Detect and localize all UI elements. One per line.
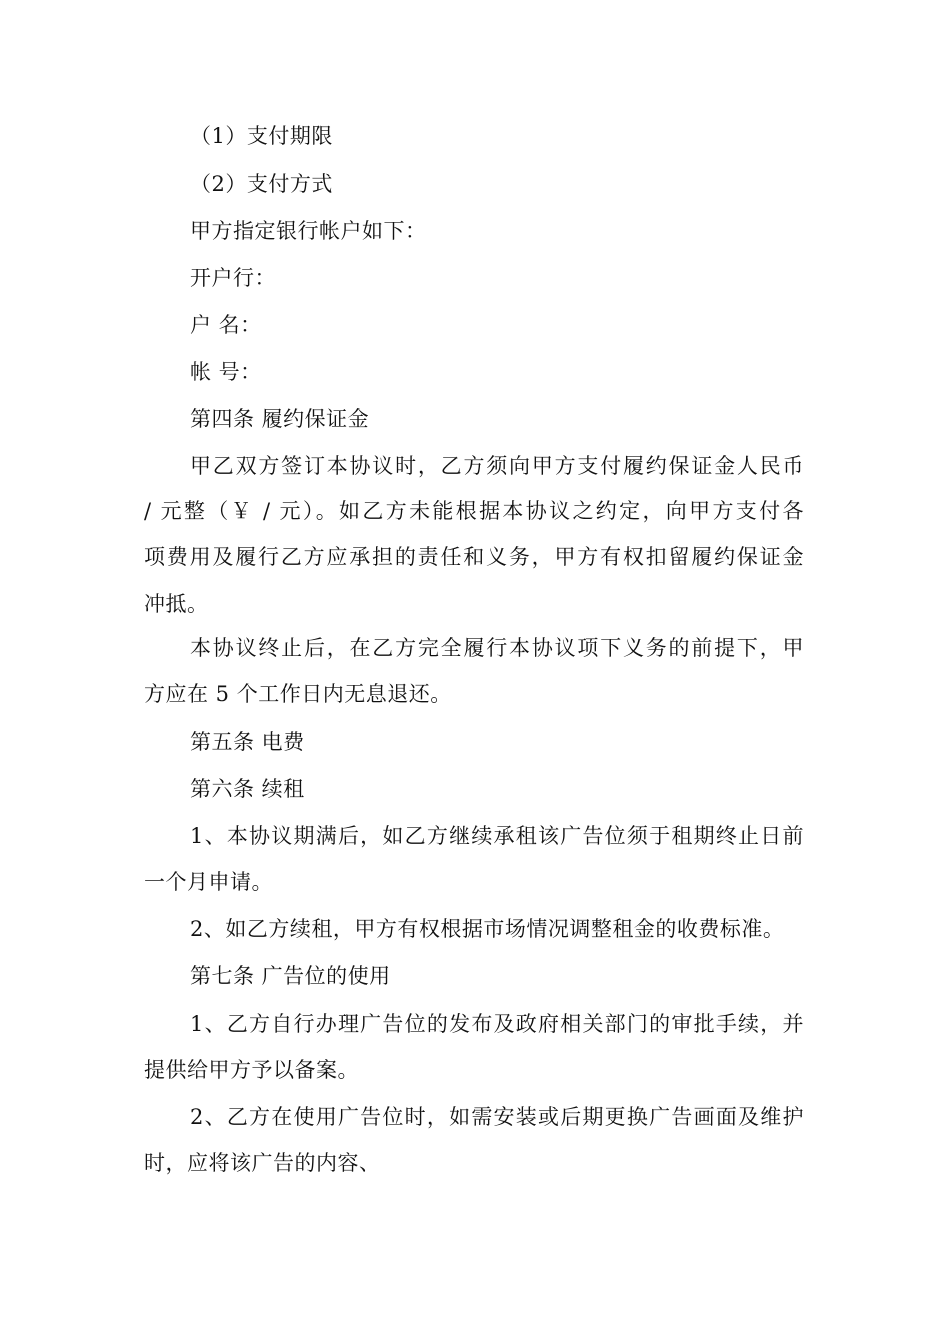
usage-item-1-line-2: 提供给甲方予以备案。 [144,1058,359,1082]
article-4-heading: 第四条 履约保证金 [190,407,370,431]
usage-item-2-line-1: 2、乙方在使用广告位时，如需安装或后期更换广告画面及维护 [190,1105,804,1129]
article-4-paragraph-line-3: 项费用及履行乙方应承担的责任和义务，甲方有权扣留履约保证金 [144,545,804,569]
renewal-item-2: 2、如乙方续租，甲方有权根据市场情况调整租金的收费标准。 [190,917,785,941]
payment-method-line: （2）支付方式 [190,172,333,196]
account-name-line: 户 名： [190,313,262,337]
payment-term-line: （1）支付期限 [190,124,333,148]
account-number-line: 帐 号： [190,360,262,384]
article-4-paragraph-line-1: 甲乙双方签订本协议时，乙方须向甲方支付履约保证金人民币 [190,454,804,478]
refund-paragraph-line-1: 本协议终止后，在乙方完全履行本协议项下义务的前提下，甲 [190,636,804,660]
usage-item-2-line-2: 时，应将该广告的内容、 [144,1151,381,1175]
usage-item-1-line-1: 1、乙方自行办理广告位的发布及政府相关部门的审批手续，并 [190,1012,804,1036]
article-4-paragraph-line-4: 冲抵。 [144,592,209,616]
renewal-item-1-line-2: 一个月申请。 [144,870,273,894]
bank-account-heading: 甲方指定银行帐户如下： [190,219,427,243]
article-7-heading: 第七条 广告位的使用 [190,964,391,988]
bank-name-line: 开户行： [190,266,276,290]
article-4-paragraph-line-2: / 元整（￥ / 元）。如乙方未能根据本协议之约定，向甲方支付各 [144,499,804,523]
refund-paragraph-line-2: 方应在 5 个工作日内无息退还。 [144,682,452,706]
article-6-heading: 第六条 续租 [190,777,305,801]
article-5-heading: 第五条 电费 [190,730,305,754]
renewal-item-1-line-1: 1、本协议期满后，如乙方继续承租该广告位须于租期终止日前 [190,824,804,848]
